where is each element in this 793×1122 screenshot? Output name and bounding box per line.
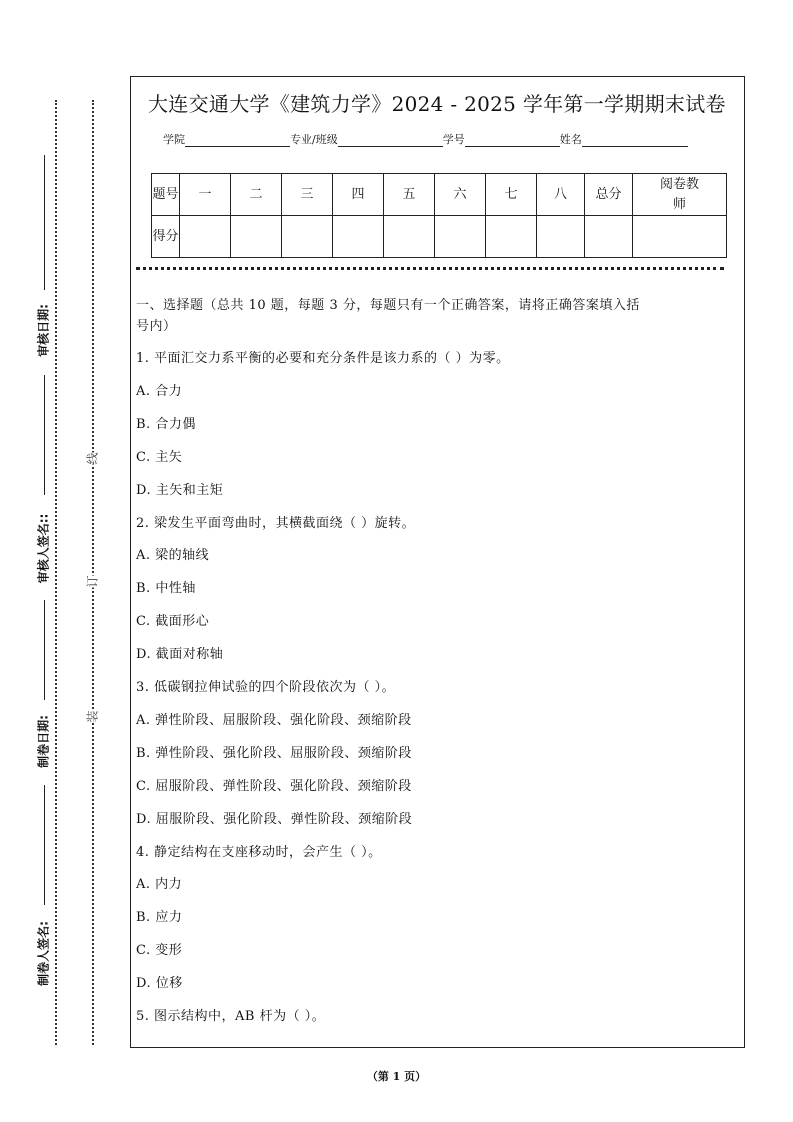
- answer-option: D. 位移: [136, 976, 183, 992]
- header-7: 七: [486, 174, 537, 216]
- answer-option: B. 应力: [136, 910, 183, 926]
- header-1: 一: [180, 174, 231, 216]
- answer-option: B. 中性轴: [136, 581, 196, 597]
- answer-option: A. 合力: [136, 383, 183, 399]
- binding-dotted-line-outer: [55, 100, 57, 1045]
- answer-option: A. 弹性阶段、屈服阶段、强化阶段、颈缩阶段: [136, 712, 412, 728]
- bind-mark: 订: [85, 575, 100, 588]
- college-label: 学院: [163, 133, 185, 146]
- header-4: 四: [333, 174, 384, 216]
- score-cell[interactable]: [231, 216, 282, 258]
- answer-option: D. 屈服阶段、强化阶段、弹性阶段、颈缩阶段: [136, 811, 413, 827]
- header-2: 二: [231, 174, 282, 216]
- question-stem: 1. 平面汇交力系平衡的必要和充分条件是该力系的（ ）为零。: [136, 351, 510, 366]
- header-3: 三: [282, 174, 333, 216]
- exam-title: 大连交通大学《建筑力学》2024 - 2025 学年第一学期期末试卷: [148, 92, 726, 116]
- score-cell[interactable]: [633, 216, 727, 258]
- reviewer-sign-label: 审核人签名::: [36, 513, 51, 584]
- question-stem: 5. 图示结构中，AB 杆为（ ）。: [136, 1009, 326, 1024]
- score-cell[interactable]: [435, 216, 486, 258]
- major-class-field[interactable]: [338, 134, 443, 147]
- section-heading-cont: 号内）: [136, 319, 177, 334]
- answer-option: C. 截面形心: [136, 614, 210, 630]
- score-cell[interactable]: [537, 216, 585, 258]
- score-cell[interactable]: [282, 216, 333, 258]
- score-cell[interactable]: [180, 216, 231, 258]
- binding-dotted-line-inner: [92, 100, 94, 1045]
- student-id-label: 学号: [442, 133, 465, 146]
- reviewer-sign-line: [44, 375, 45, 495]
- major-class-label: 专业/班级: [290, 133, 338, 146]
- question-stem: 2. 梁发生平面弯曲时，其横截面绕（ ）旋转。: [136, 515, 416, 531]
- score-cell[interactable]: [333, 216, 384, 258]
- score-cell[interactable]: [486, 216, 537, 258]
- paper-date-line: [44, 600, 45, 700]
- score-cell[interactable]: [585, 216, 633, 258]
- answer-option: C. 变形: [136, 943, 183, 959]
- answer-option: D. 主矢和主矩: [136, 482, 224, 498]
- row-label-score: 得分: [152, 216, 180, 258]
- dotted-separator: [136, 267, 724, 270]
- paper-date-label: 制卷日期:: [36, 715, 51, 768]
- header-reviewer: 阅卷教师: [633, 174, 727, 216]
- header-5: 五: [384, 174, 435, 216]
- header-6: 六: [435, 174, 486, 216]
- paper-maker-sign-line: [44, 785, 45, 905]
- college-field[interactable]: [185, 134, 290, 147]
- row-label-question-no: 题号: [152, 174, 180, 216]
- answer-option: C. 屈服阶段、弹性阶段、强化阶段、颈缩阶段: [136, 778, 412, 794]
- answer-option: A. 梁的轴线: [136, 548, 210, 564]
- question-stem: 3. 低碳钢拉伸试验的四个阶段依次为（ ）。: [136, 680, 396, 695]
- score-table: [151, 173, 727, 258]
- header-total: 总分: [585, 174, 633, 216]
- page-number: （第 1 页）: [366, 1070, 427, 1083]
- answer-option: B. 弹性阶段、强化阶段、屈服阶段、颈缩阶段: [136, 745, 412, 761]
- name-label: 姓名: [559, 133, 582, 146]
- paper-maker-sign-label: 制卷人签名:: [36, 921, 51, 986]
- review-date-line: [44, 155, 45, 290]
- section-heading: 一、选择题（总共 10 题，每题 3 分，每题只有一个正确答案，请将正确答案填入括: [136, 298, 640, 313]
- answer-option: A. 内力: [136, 877, 183, 893]
- question-stem: 4. 静定结构在支座移动时，会产生（ ）。: [136, 844, 382, 860]
- line-mark: 线: [85, 452, 100, 465]
- answer-option: B. 合力偶: [136, 416, 196, 432]
- header-8: 八: [537, 174, 585, 216]
- review-date-label: 审核日期:: [36, 304, 51, 357]
- student-id-field[interactable]: [465, 134, 560, 147]
- name-field[interactable]: [582, 134, 688, 147]
- answer-option: D. 截面对称轴: [136, 647, 224, 663]
- student-info-row: [163, 131, 688, 147]
- fix-mark: 装: [85, 710, 100, 723]
- answer-option: C. 主矢: [136, 449, 183, 465]
- score-cell[interactable]: [384, 216, 435, 258]
